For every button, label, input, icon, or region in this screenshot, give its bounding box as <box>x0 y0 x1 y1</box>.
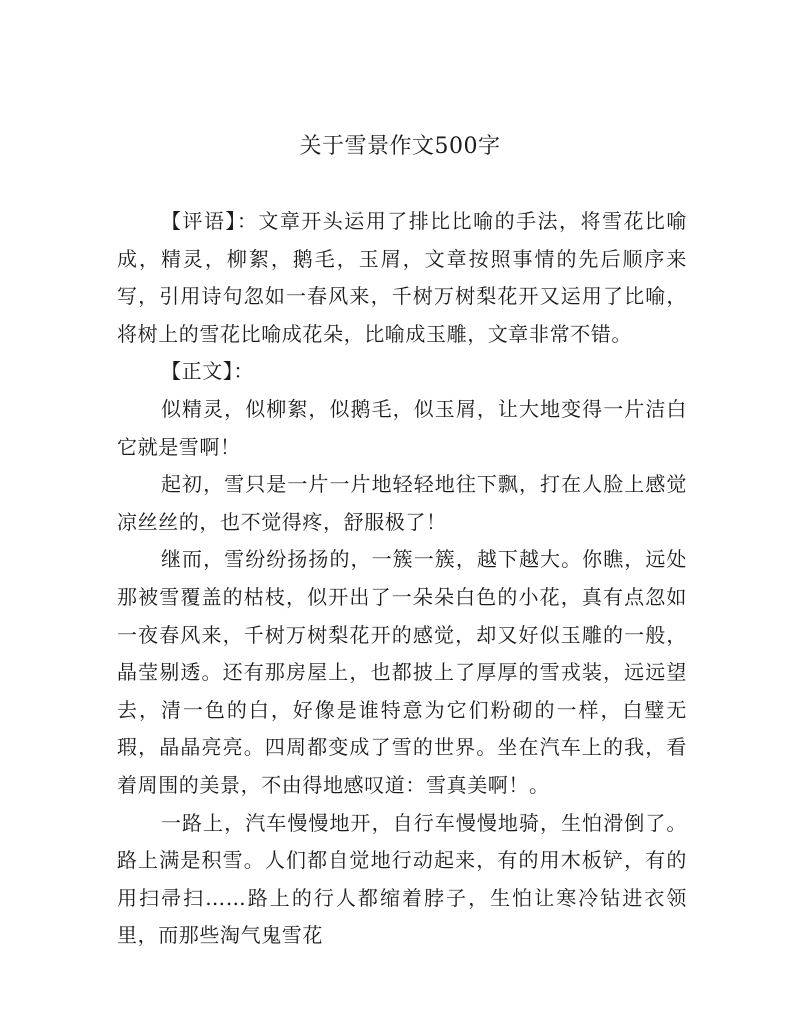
body-paragraph-4: 一路上，汽车慢慢地开，自行车慢慢地骑，生怕滑倒了。路上满是积雪。人们都自觉地行动起来，有的用木板铲，有的用扫帚扫……路上的行人都缩着脖子，生怕让寒冷钻进衣领里，而那些淘气鬼雪花 <box>117 810 687 948</box>
document-title: 关于雪景作文500字 <box>299 134 501 159</box>
main-text-label: 【正文】： <box>161 359 254 384</box>
body-paragraph-2: 起初，雪只是一片一片地轻轻地往下飘，打在人脸上感觉凉丝丝的，也不觉得疼，舒服极了！ <box>117 472 687 534</box>
body-paragraph-1: 似精灵，似柳絮，似鹅毛，似玉屑，让大地变得一片洁白它就是雪啊！ <box>117 396 687 459</box>
review-paragraph <box>117 203 687 353</box>
review-label: 【评语】： <box>161 209 259 233</box>
review-text: 文章开头运用了排比比喻的手法，将雪花比喻成，精灵，柳絮，鹅毛，玉屑，文章按照事情的先后顺序来写，引用诗句忽如一春风来，千树万树梨花开又运用了比喻，将树上的雪花比喻成花朵，比喻成玉雕，文章非常不错。 <box>117 209 687 346</box>
body-paragraph-3: 继而，雪纷纷扬扬的，一簇一簇，越下越大。你瞧，远处那被雪覆盖的枯枝，似开出了一朵朵白色的小花，真有点忽如一夜春风来，千树万树梨花开的感觉，却又好似玉雕的一般，晶莹剔透。还有那房屋上，也都披上了厚厚的雪戎装，远远望去，清一色的白，好像是谁特意为它们粉砌的一样，白璧无瑕，晶晶亮亮。四周都变成了雪的世界。坐在汽车上的我，看着周围的美景，不由得地感叹道：雪真美啊！。 <box>117 547 687 797</box>
document-body <box>117 203 687 955</box>
